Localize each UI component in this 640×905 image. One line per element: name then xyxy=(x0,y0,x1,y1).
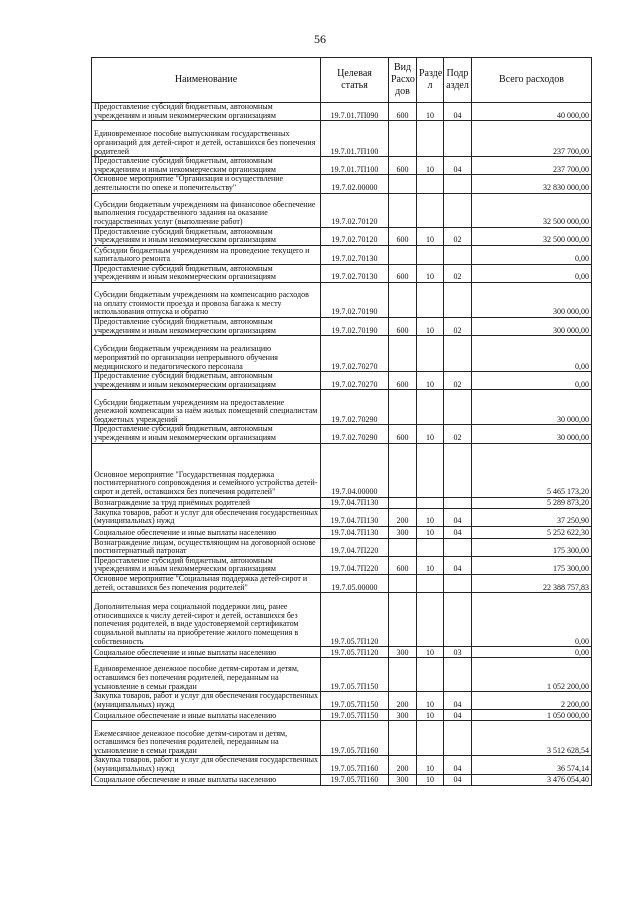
cell-type: 200 xyxy=(389,508,417,526)
cell-name: Предоставление субсидий бюджетным, автономным учреждениям и иным некоммерческим организациям xyxy=(92,425,321,443)
table-row xyxy=(92,336,592,372)
cell-section: 10 xyxy=(417,526,444,538)
cell-amount: 5 252 622,30 xyxy=(472,526,592,538)
table-row xyxy=(92,538,592,556)
cell-section xyxy=(417,658,444,692)
cell-amount: 175 300,00 xyxy=(472,556,592,574)
cell-amount: 2 200,00 xyxy=(472,692,592,710)
table-row xyxy=(92,264,592,282)
cell-section xyxy=(417,443,444,497)
cell-code: 19.7.04.7П220 xyxy=(321,556,389,574)
cell-name: Предоставление субсидий бюджетным, автономным учреждениям и иным некоммерческим организациям xyxy=(92,103,321,121)
cell-type xyxy=(389,593,417,647)
cell-type: 300 xyxy=(389,774,417,785)
cell-section: 10 xyxy=(417,556,444,574)
cell-code: 19.7.04.7П130 xyxy=(321,508,389,526)
cell-subsection xyxy=(444,443,472,497)
cell-name: Социальное обеспечение и иные выплаты населению xyxy=(92,647,321,658)
cell-section xyxy=(417,336,444,372)
table-row xyxy=(92,497,592,508)
cell-code: 19.7.05.7П150 xyxy=(321,692,389,710)
cell-section: 10 xyxy=(417,508,444,526)
cell-section: 10 xyxy=(417,774,444,785)
cell-type xyxy=(389,721,417,756)
cell-type xyxy=(389,121,417,157)
cell-code: 19.7.02.70190 xyxy=(321,282,389,317)
cell-code: 19.7.02.70290 xyxy=(321,390,389,425)
cell-section xyxy=(417,538,444,556)
cell-section: 10 xyxy=(417,425,444,443)
cell-code: 19.7.05.7П160 xyxy=(321,721,389,756)
cell-section xyxy=(417,497,444,508)
cell-name: Основное мероприятие "Организация и осуществление деятельности по опеке и попечительству" xyxy=(92,175,321,193)
cell-subsection xyxy=(444,575,472,593)
cell-name: Дополнительная мера социальной поддержки лиц, ранее относившихся к числу детей-сирот и детей, оставшихся без попечения родителей, в виде удостоверяемой сертификатом социальной выплаты на приобретение жилого помещения в собственность xyxy=(92,593,321,647)
cell-subsection xyxy=(444,193,472,227)
table-row xyxy=(92,193,592,227)
cell-type: 300 xyxy=(389,710,417,721)
cell-code: 19.7.02.70120 xyxy=(321,227,389,245)
cell-section: 10 xyxy=(417,264,444,282)
cell-name: Социальное обеспечение и иные выплаты населению xyxy=(92,526,321,538)
cell-subsection xyxy=(444,121,472,157)
cell-section: 10 xyxy=(417,103,444,121)
table-row xyxy=(92,372,592,390)
cell-section: 10 xyxy=(417,647,444,658)
header-subsection: Подр аздел xyxy=(444,58,472,103)
cell-type xyxy=(389,575,417,593)
cell-code: 19.7.02.70120 xyxy=(321,193,389,227)
table-row xyxy=(92,157,592,175)
cell-name: Вознаграждение за труд приёмных родителей xyxy=(92,497,321,508)
header-section: Разде л xyxy=(417,58,444,103)
cell-subsection: 04 xyxy=(444,556,472,574)
table-row xyxy=(92,390,592,425)
cell-name: Социальное обеспечение и иные выплаты населению xyxy=(92,774,321,785)
cell-code: 19.7.05.00000 xyxy=(321,575,389,593)
cell-code: 19.7.02.70130 xyxy=(321,245,389,264)
cell-section: 10 xyxy=(417,756,444,774)
cell-name: Предоставление субсидий бюджетным, автономным учреждениям и иным некоммерческим организациям xyxy=(92,556,321,574)
cell-name: Предоставление субсидий бюджетным, автономным учреждениям и иным некоммерческим организациям xyxy=(92,372,321,390)
cell-section: 10 xyxy=(417,157,444,175)
header-name: Наименование xyxy=(92,58,321,103)
cell-type xyxy=(389,245,417,264)
table-row xyxy=(92,425,592,443)
page-number: 56 xyxy=(314,32,326,46)
cell-name: Субсидии бюджетным учреждениям на финансовое обеспечение выполнения государственного задания на оказание государственных услуг (выполнение работ) xyxy=(92,193,321,227)
cell-name: Предоставление субсидий бюджетным, автономным учреждениям и иным некоммерческим организациям xyxy=(92,157,321,175)
table-row xyxy=(92,443,592,497)
cell-amount: 36 574,14 xyxy=(472,756,592,774)
cell-type: 300 xyxy=(389,647,417,658)
cell-section xyxy=(417,121,444,157)
cell-code: 19.7.01.7П100 xyxy=(321,157,389,175)
cell-amount: 40 000,00 xyxy=(472,103,592,121)
cell-subsection: 02 xyxy=(444,317,472,335)
cell-subsection: 04 xyxy=(444,710,472,721)
cell-name: Закупка товаров, работ и услуг для обеспечения государственных (муниципальных) нужд xyxy=(92,692,321,710)
cell-type xyxy=(389,175,417,193)
table-row xyxy=(92,175,592,193)
cell-subsection xyxy=(444,538,472,556)
table-row xyxy=(92,317,592,335)
cell-subsection: 04 xyxy=(444,756,472,774)
cell-section: 10 xyxy=(417,692,444,710)
cell-name: Субсидии бюджетным учреждениям на компенсацию расходов на оплату стоимости проезда и провоза багажа к месту использования отпуска и обратно xyxy=(92,282,321,317)
cell-amount: 0,00 xyxy=(472,372,592,390)
cell-amount: 32 500 000,00 xyxy=(472,193,592,227)
cell-code: 19.7.05.7П150 xyxy=(321,658,389,692)
cell-subsection: 04 xyxy=(444,103,472,121)
cell-amount: 300 000,00 xyxy=(472,282,592,317)
cell-amount: 175 300,00 xyxy=(472,538,592,556)
cell-amount: 1 050 000,00 xyxy=(472,710,592,721)
cell-name: Закупка товаров, работ и услуг для обеспечения государственных (муниципальных) нужд xyxy=(92,508,321,526)
cell-code: 19.7.02.00000 xyxy=(321,175,389,193)
cell-subsection xyxy=(444,658,472,692)
cell-section xyxy=(417,282,444,317)
cell-type: 200 xyxy=(389,692,417,710)
table-row xyxy=(92,756,592,774)
header-code: Целевая статья xyxy=(321,58,389,103)
cell-code: 19.7.05.7П120 xyxy=(321,593,389,647)
cell-name: Субсидии бюджетным учреждениям на проведение текущего и капитального ремонта xyxy=(92,245,321,264)
cell-name: Предоставление субсидий бюджетным, автономным учреждениям и иным некоммерческим организациям xyxy=(92,264,321,282)
cell-amount: 237 700,00 xyxy=(472,121,592,157)
header-total: Всего расходов xyxy=(472,58,592,103)
cell-amount: 0,00 xyxy=(472,593,592,647)
cell-subsection: 04 xyxy=(444,692,472,710)
cell-code: 19.7.01.7П090 xyxy=(321,103,389,121)
cell-name: Единовременное пособие выпускникам государственных организаций для детей-сирот и детей, оставшихся без попечения родителей xyxy=(92,121,321,157)
table-row xyxy=(92,245,592,264)
cell-amount: 30 000,00 xyxy=(472,390,592,425)
cell-amount: 32 500 000,00 xyxy=(472,227,592,245)
cell-section xyxy=(417,575,444,593)
cell-amount: 0,00 xyxy=(472,336,592,372)
cell-code: 19.7.02.70190 xyxy=(321,317,389,335)
cell-section: 10 xyxy=(417,227,444,245)
cell-amount: 0,00 xyxy=(472,647,592,658)
cell-amount: 3 476 054,40 xyxy=(472,774,592,785)
cell-subsection: 02 xyxy=(444,372,472,390)
cell-type: 600 xyxy=(389,556,417,574)
cell-subsection xyxy=(444,721,472,756)
table-row xyxy=(92,593,592,647)
cell-code: 19.7.05.7П160 xyxy=(321,774,389,785)
cell-code: 19.7.04.7П130 xyxy=(321,497,389,508)
cell-type: 600 xyxy=(389,264,417,282)
cell-name: Закупка товаров, работ и услуг для обеспечения государственных (муниципальных) нужд xyxy=(92,756,321,774)
cell-subsection: 04 xyxy=(444,508,472,526)
cell-code: 19.7.04.7П130 xyxy=(321,526,389,538)
cell-type: 600 xyxy=(389,227,417,245)
cell-amount: 5 289 873,20 xyxy=(472,497,592,508)
table-row xyxy=(92,710,592,721)
cell-type xyxy=(389,658,417,692)
cell-type xyxy=(389,193,417,227)
cell-code: 19.7.02.70130 xyxy=(321,264,389,282)
cell-name: Субсидии бюджетным учреждениям на реализацию мероприятий по организации непрерывного обучения медицинского и педагогического персонала xyxy=(92,336,321,372)
cell-amount: 0,00 xyxy=(472,245,592,264)
cell-amount: 237 700,00 xyxy=(472,157,592,175)
cell-subsection: 03 xyxy=(444,647,472,658)
cell-type xyxy=(389,538,417,556)
cell-name: Субсидии бюджетным учреждениям на предоставление денежной компенсации за наём жилых помещений специалистам бюджетных учреждений xyxy=(92,390,321,425)
cell-name: Предоставление субсидий бюджетным, автономным учреждениям и иным некоммерческим организациям xyxy=(92,317,321,335)
table-row xyxy=(92,121,592,157)
table-row xyxy=(92,774,592,785)
cell-type xyxy=(389,497,417,508)
table-header-row xyxy=(92,58,592,103)
cell-code: 19.7.05.7П150 xyxy=(321,710,389,721)
table-row xyxy=(92,647,592,658)
cell-type: 600 xyxy=(389,317,417,335)
cell-type: 200 xyxy=(389,756,417,774)
table-row xyxy=(92,103,592,121)
cell-section: 10 xyxy=(417,710,444,721)
cell-type: 600 xyxy=(389,425,417,443)
cell-section xyxy=(417,245,444,264)
cell-amount: 3 512 628,54 xyxy=(472,721,592,756)
cell-type xyxy=(389,336,417,372)
table-row xyxy=(92,282,592,317)
cell-section xyxy=(417,593,444,647)
cell-subsection xyxy=(444,245,472,264)
cell-amount: 22 388 757,83 xyxy=(472,575,592,593)
cell-amount: 37 250,90 xyxy=(472,508,592,526)
cell-code: 19.7.01.7П100 xyxy=(321,121,389,157)
cell-code: 19.7.02.70270 xyxy=(321,336,389,372)
cell-code: 19.7.04.7П220 xyxy=(321,538,389,556)
cell-subsection: 02 xyxy=(444,264,472,282)
cell-section: 10 xyxy=(417,372,444,390)
cell-type xyxy=(389,443,417,497)
table-row xyxy=(92,526,592,538)
cell-code: 19.7.05.7П160 xyxy=(321,756,389,774)
table-row xyxy=(92,658,592,692)
cell-code: 19.7.05.7П120 xyxy=(321,647,389,658)
cell-section: 10 xyxy=(417,317,444,335)
cell-type: 300 xyxy=(389,526,417,538)
cell-subsection xyxy=(444,282,472,317)
table-row xyxy=(92,575,592,593)
cell-subsection xyxy=(444,175,472,193)
cell-name: Предоставление субсидий бюджетным, автономным учреждениям и иным некоммерческим организациям xyxy=(92,227,321,245)
cell-amount: 300 000,00 xyxy=(472,317,592,335)
cell-code: 19.7.02.70270 xyxy=(321,372,389,390)
header-type: Вид Расхо дов xyxy=(389,58,417,103)
cell-amount: 32 830 000,00 xyxy=(472,175,592,193)
cell-name: Единовременное денежное пособие детям-сиротам и детям, оставшимся без попечения родителей, переданным на усыновление в семьи граждан xyxy=(92,658,321,692)
cell-amount: 30 000,00 xyxy=(472,425,592,443)
cell-subsection: 04 xyxy=(444,526,472,538)
cell-type xyxy=(389,282,417,317)
cell-section xyxy=(417,390,444,425)
cell-subsection: 02 xyxy=(444,227,472,245)
cell-subsection xyxy=(444,593,472,647)
cell-type xyxy=(389,390,417,425)
cell-amount: 1 052 200,00 xyxy=(472,658,592,692)
cell-name: Социальное обеспечение и иные выплаты населению xyxy=(92,710,321,721)
table-row xyxy=(92,721,592,756)
cell-subsection: 04 xyxy=(444,157,472,175)
cell-code: 19.7.02.70290 xyxy=(321,425,389,443)
cell-section xyxy=(417,175,444,193)
table-row xyxy=(92,556,592,574)
table-row xyxy=(92,508,592,526)
cell-type: 600 xyxy=(389,103,417,121)
cell-code: 19.7.04.00000 xyxy=(321,443,389,497)
cell-name: Основное мероприятие "Социальная поддержка детей-сирот и детей, оставшихся без попечения родителей" xyxy=(92,575,321,593)
cell-amount: 5 465 173,20 xyxy=(472,443,592,497)
cell-subsection xyxy=(444,497,472,508)
budget-table xyxy=(91,57,592,786)
cell-section xyxy=(417,721,444,756)
cell-type: 600 xyxy=(389,372,417,390)
cell-subsection xyxy=(444,336,472,372)
cell-type: 600 xyxy=(389,157,417,175)
table-row xyxy=(92,227,592,245)
cell-name: Вознаграждение лицам, осуществляющим на договорной основе постинтернатный патронат xyxy=(92,538,321,556)
cell-name: Ежемесячное денежное пособие детям-сиротам и детям, оставшимся без попечения родителей, переданным на усыновление в семьи граждан xyxy=(92,721,321,756)
cell-subsection xyxy=(444,390,472,425)
cell-subsection: 02 xyxy=(444,425,472,443)
cell-name: Основное мероприятие "Государственная поддержка постинтернатного сопровождения и семейного устройства детей-сирот и детей, оставшихся без попечения родителей" xyxy=(92,443,321,497)
table-row xyxy=(92,692,592,710)
table-body xyxy=(92,103,592,786)
cell-amount: 0,00 xyxy=(472,264,592,282)
cell-section xyxy=(417,193,444,227)
cell-subsection: 04 xyxy=(444,774,472,785)
